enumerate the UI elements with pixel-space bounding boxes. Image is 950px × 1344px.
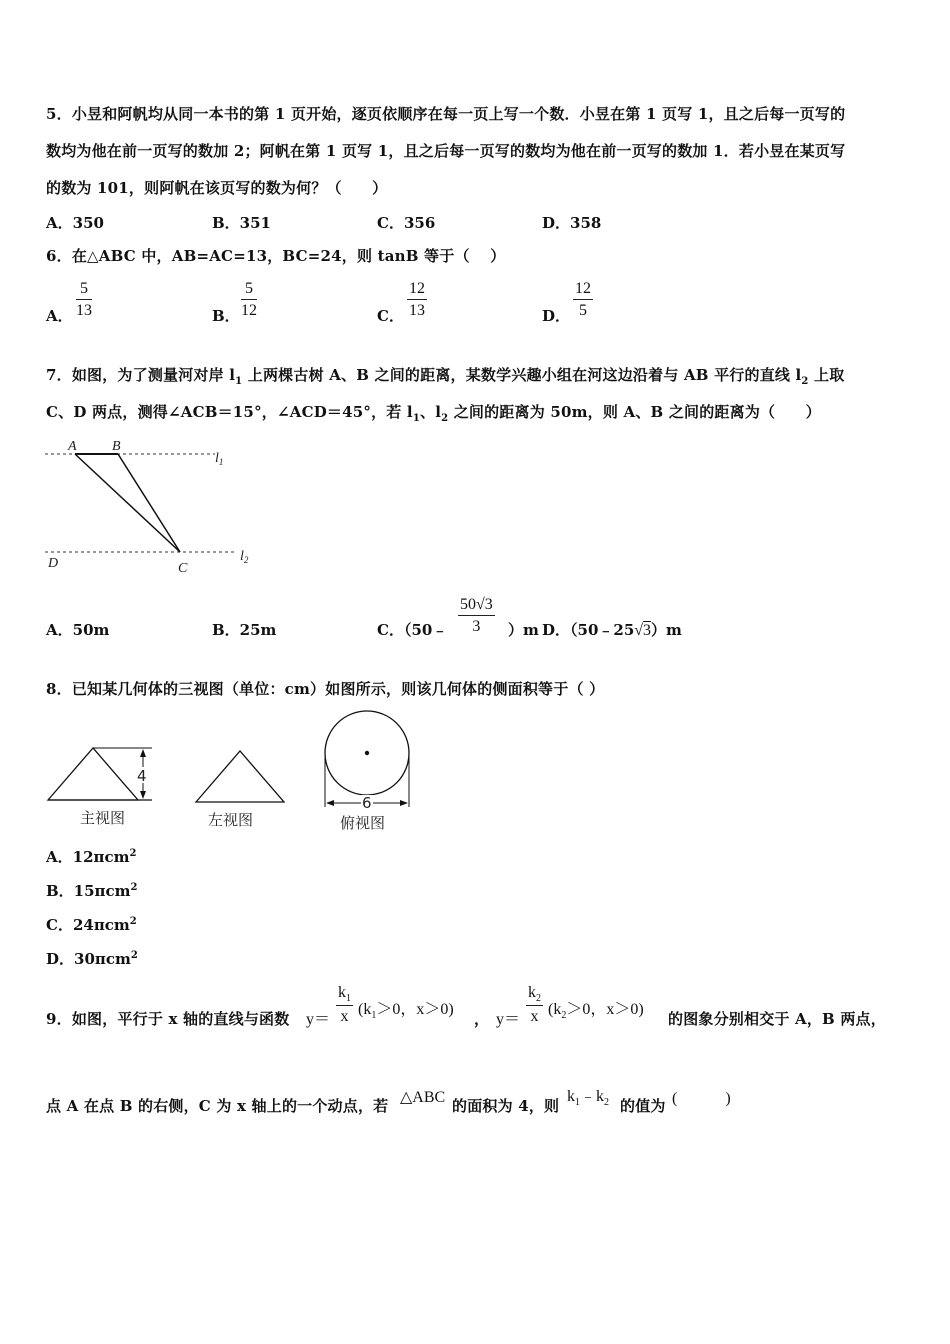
- q7-figure: [40, 432, 270, 582]
- q9-line-2-c: 的值为: [620, 1097, 666, 1115]
- q8-height-arrow-down: [140, 791, 146, 799]
- q6-a-den: 13: [76, 302, 92, 319]
- q9-f2-num-sub: 2: [536, 993, 541, 1005]
- q7-l1-text-a: 7．如图，为了测量河对岸 l: [46, 366, 236, 384]
- q9-f1-fraction: [336, 984, 353, 1026]
- q7-l2-sub-1: 1: [412, 413, 420, 424]
- q7-c-num: 50√3: [458, 596, 495, 616]
- q8-height-label: 4: [137, 767, 147, 785]
- q5-option-c[interactable]: C．356: [377, 214, 436, 232]
- q8-c-sup: 2: [129, 916, 137, 927]
- q6-option-b-label[interactable]: B．: [212, 307, 240, 325]
- q7-l2-sub-2: 2: [441, 413, 449, 424]
- q5-line-2: 数均为他在前一页写的数加 2；阿帆在第 1 页写 1，且之后每一页写的数均为他在前一页写的数加 1．若小昱在某页写: [46, 142, 846, 160]
- q7-option-a[interactable]: A．50m: [46, 621, 110, 639]
- q9-f2-cond: [548, 996, 644, 1021]
- q8-height-arrow-up: [140, 749, 146, 757]
- q8-c-text: C．24πcm: [46, 916, 130, 934]
- q8-b-sup: 2: [130, 882, 138, 893]
- q7-l1-sub-2: 2: [801, 376, 809, 387]
- q7-d-radicand: 3: [643, 622, 652, 639]
- q8-a-sup: 2: [129, 848, 137, 859]
- q5-option-b[interactable]: B．351: [212, 214, 271, 232]
- q6-c-den: 13: [409, 302, 425, 319]
- q8-d-sup: 2: [130, 950, 138, 961]
- q7-label-b: B: [112, 439, 121, 454]
- q6-option-a-label[interactable]: A．: [46, 307, 73, 325]
- q6-option-a-fraction: [76, 280, 92, 320]
- q9-tail-1: 的图象分别相交于 A，B 两点，: [668, 1010, 886, 1028]
- q7-l1-text-c: 上取: [808, 366, 845, 384]
- q7-label-l2: [240, 549, 249, 565]
- q9-f2-cond-sub: 2: [561, 1010, 567, 1022]
- q9-line-2-b: 的面积为 4，则: [452, 1097, 560, 1115]
- q5-option-d[interactable]: D．358: [542, 214, 602, 232]
- q8-a-text: A．12πcm: [46, 848, 130, 866]
- q9-line-2-a: 点 A 在点 B 的右侧，C 为 x 轴上的一个动点，若: [46, 1097, 389, 1115]
- q7-d-radical: √3: [634, 622, 652, 639]
- q6-b-den: 12: [241, 302, 257, 319]
- q8-front-view-caption: 主视图: [80, 809, 126, 827]
- q9-f1-cond-b: ＞0，x＞0): [376, 1001, 454, 1018]
- q8-stem: 8．已知某几何体的三视图（单位：cm）如图所示，则该几何体的侧面积等于（ ）: [46, 680, 605, 698]
- q8-top-view-caption: 俯视图: [340, 814, 386, 832]
- q9-f1-y: y＝: [306, 1011, 331, 1028]
- q9-k-difference: [567, 1083, 609, 1108]
- q8-d-text: D．30πcm: [46, 950, 131, 968]
- q8-left-view-caption: 左视图: [208, 811, 254, 829]
- q6-option-c-fraction: [407, 280, 427, 320]
- q8-option-d[interactable]: [46, 948, 138, 969]
- q5-line-1: 5．小昱和阿帆均从同一本书的第 1 页开始，逐页依顺序在每一页上写一个数．小昱在第 1 页写 1，且之后每一页写的: [46, 105, 846, 123]
- q9-lead: 9．如图，平行于 x 轴的直线与函数: [46, 1010, 290, 1028]
- q9-comma: ，: [474, 1010, 490, 1028]
- q8-option-a[interactable]: [46, 846, 136, 867]
- q7-option-c-tail: ）m: [508, 621, 539, 639]
- q9-f1-num-sub: 1: [346, 993, 351, 1005]
- q6-d-den: 5: [579, 302, 587, 319]
- q7-l1-text-b: 上两棵古树 A、B 之间的距离，某数学兴趣小组在河这边沿着与 AB 平行的直线 l: [242, 366, 802, 384]
- q7-option-c-fraction: [458, 596, 495, 636]
- q9-f2-fraction: [526, 984, 543, 1026]
- q7-label-l1-sub: 1: [218, 457, 224, 467]
- q7-l1-sub-1: 1: [235, 376, 243, 387]
- q9-f2-cond-b: ＞0，x＞0): [566, 1001, 644, 1018]
- q7-label-l1: [215, 451, 223, 467]
- q7-d-label: D．（50﹣25: [542, 621, 635, 639]
- q8-three-views-figure: [40, 705, 420, 840]
- q8-width-label: 6: [362, 794, 372, 812]
- q8-width-arrow-right: [400, 800, 408, 806]
- q6-option-d-fraction: [573, 280, 593, 320]
- q7-l2-text-a: C、D 两点，测得∠ACB＝15°，∠ACD＝45°，若 l: [46, 403, 413, 421]
- q6-option-d-label[interactable]: D．: [542, 307, 571, 325]
- q9-f1-cond-sub: 1: [371, 1010, 377, 1022]
- q6-c-num: 12: [407, 280, 427, 300]
- q6-b-num: 5: [241, 280, 257, 300]
- q9-k1: k: [567, 1088, 575, 1105]
- q7-option-b[interactable]: B．25m: [212, 621, 277, 639]
- q6-d-num: 12: [573, 280, 593, 300]
- q8-b-text: B．15πcm: [46, 882, 131, 900]
- q7-l2-text-b: 、l: [420, 403, 442, 421]
- q9-minus: ﹣: [580, 1088, 597, 1105]
- q6-a-num: 5: [76, 280, 92, 300]
- q7-l2-text-c: 之间的距离为 50m，则 A、B 之间的距离为（ ）: [448, 403, 821, 421]
- q7-line-2: [46, 401, 821, 424]
- q9-f1-den: x: [340, 1008, 349, 1026]
- q7-line-1: [46, 364, 844, 387]
- q8-top-view-center: [365, 751, 369, 755]
- q6-option-c-label[interactable]: C．: [377, 307, 404, 325]
- q7-label-d: D: [48, 556, 59, 571]
- q5-option-a[interactable]: A．350: [46, 214, 104, 232]
- q5-line-3: 的数为 101，则阿帆在该页写的数为何？（ ）: [46, 179, 388, 197]
- q8-front-view-triangle: [48, 748, 138, 800]
- q8-left-view-triangle: [196, 751, 284, 802]
- q7-option-d[interactable]: [542, 619, 682, 640]
- q7-label-a: A: [68, 439, 77, 454]
- q9-f2-y: y＝: [496, 1011, 521, 1028]
- q9-f1-num-k: k: [338, 984, 346, 1001]
- q7-d-tail: ）m: [651, 621, 682, 639]
- q8-option-c[interactable]: [46, 914, 137, 935]
- q7-c-den: 3: [472, 618, 481, 635]
- q9-f2-num: [526, 984, 543, 1006]
- q7-option-c-label[interactable]: C．（50﹣: [377, 621, 448, 639]
- q7-label-l1-main: l: [215, 451, 219, 466]
- q8-option-b[interactable]: [46, 880, 138, 901]
- q7-label-c: C: [178, 561, 188, 576]
- q7-label-l2-main: l: [240, 549, 244, 564]
- q9-triangle: △ABC: [400, 1089, 446, 1106]
- q9-f2-den: x: [530, 1008, 539, 1026]
- q8-width-arrow-left: [326, 800, 334, 806]
- q9-k1-sub: 1: [575, 1097, 580, 1109]
- q9-k2-sub: 2: [604, 1097, 610, 1109]
- q7-label-l2-sub: 2: [243, 555, 249, 565]
- q9-f1-num: [336, 984, 353, 1006]
- q9-k2: k: [596, 1088, 605, 1105]
- q9-f2-cond-a: (k: [548, 1001, 562, 1018]
- q6-stem: 6．在△ABC 中，AB=AC=13，BC=24，则 tanB 等于（ ）: [46, 247, 506, 265]
- q9-answer-paren: ( ): [672, 1090, 731, 1107]
- q6-option-b-fraction: [241, 280, 257, 320]
- q9-f1-cond: [358, 996, 454, 1021]
- q9-f1-cond-a: (k: [358, 1001, 372, 1018]
- q9-f2-num-k: k: [528, 984, 536, 1001]
